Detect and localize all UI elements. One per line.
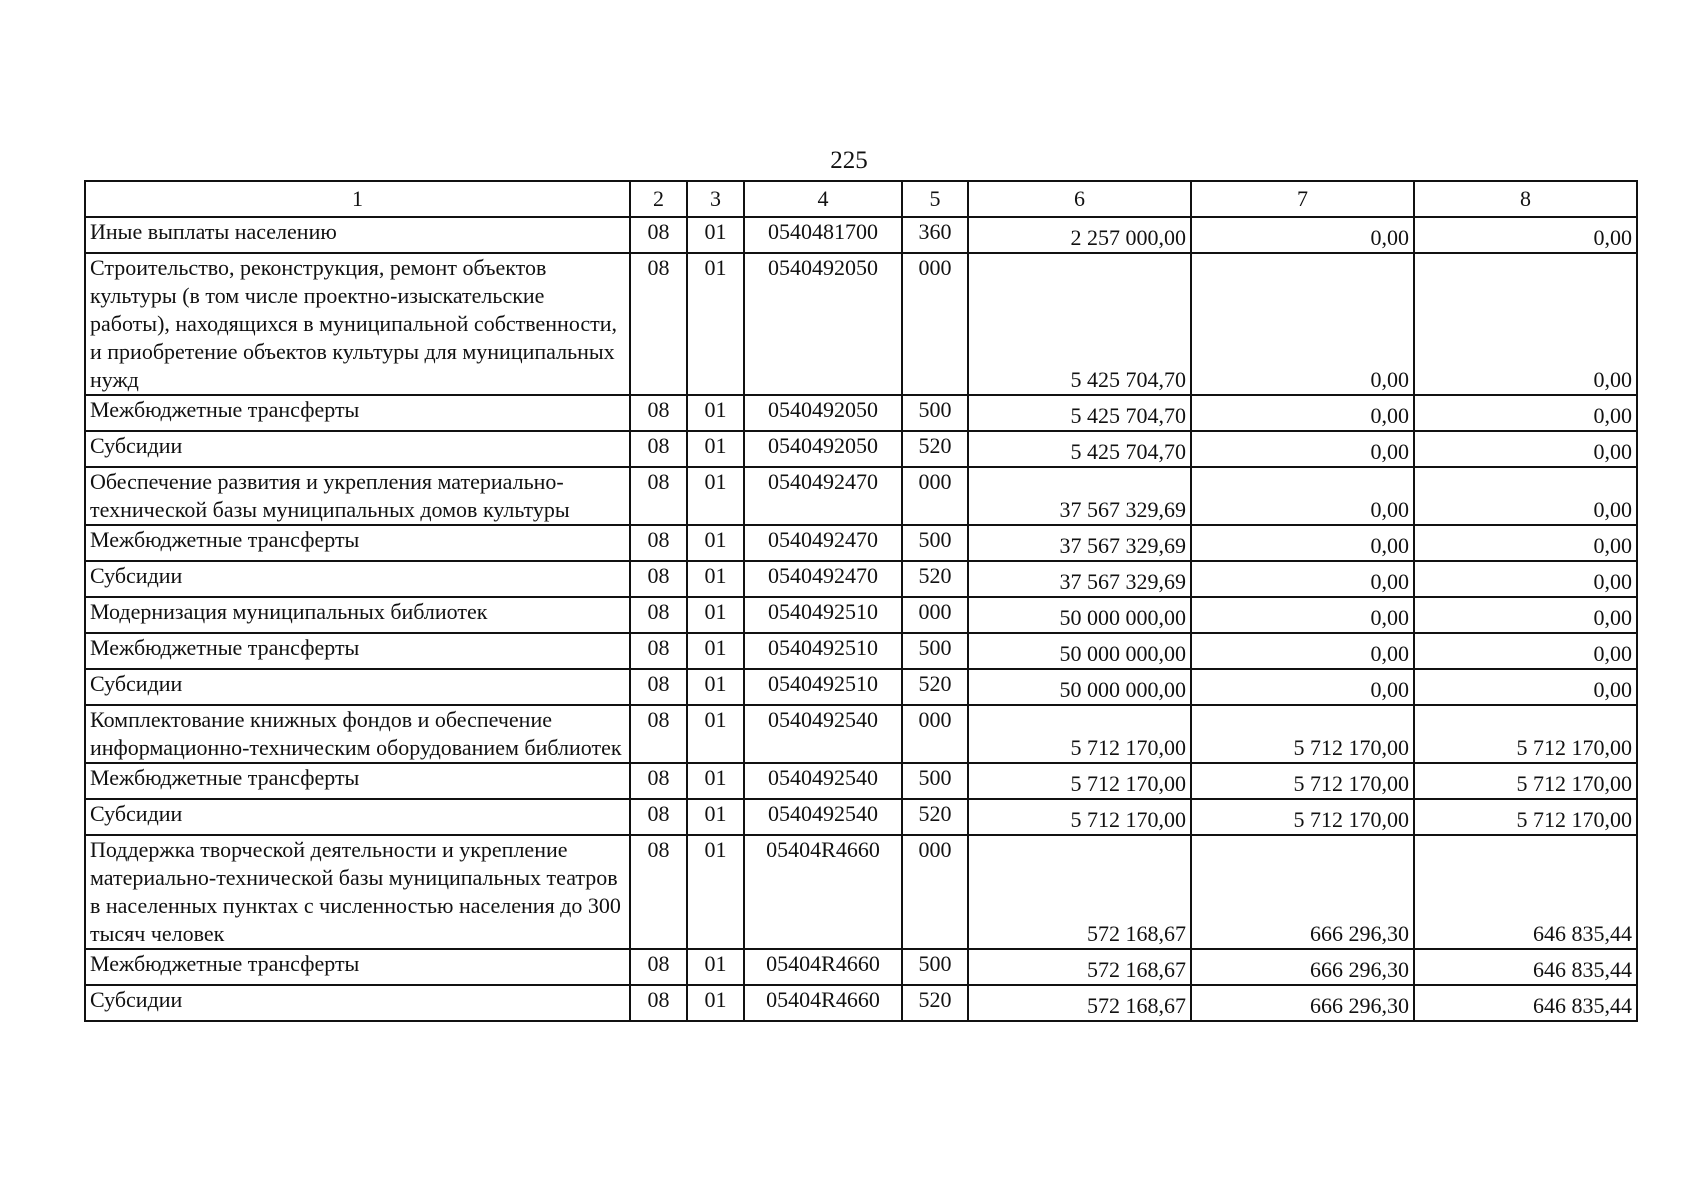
cell-subsection: 01 bbox=[687, 217, 744, 253]
cell-name: Межбюджетные трансферты bbox=[85, 633, 630, 669]
cell-subsection: 01 bbox=[687, 985, 744, 1021]
cell-expense-type: 500 bbox=[902, 525, 968, 561]
cell-expense-type: 520 bbox=[902, 669, 968, 705]
table-row bbox=[85, 985, 1637, 1021]
cell-subsection: 01 bbox=[687, 949, 744, 985]
cell-amount-7: 0,00 bbox=[1191, 467, 1414, 525]
table-row bbox=[85, 217, 1637, 253]
table-row bbox=[85, 431, 1637, 467]
table-row bbox=[85, 395, 1637, 431]
cell-amount-6: 5 425 704,70 bbox=[968, 395, 1191, 431]
cell-amount-6: 50 000 000,00 bbox=[968, 597, 1191, 633]
cell-expense-type: 520 bbox=[902, 799, 968, 835]
cell-subsection: 01 bbox=[687, 763, 744, 799]
cell-amount-7: 0,00 bbox=[1191, 431, 1414, 467]
cell-amount-8: 646 835,44 bbox=[1414, 985, 1637, 1021]
table-row bbox=[85, 705, 1637, 763]
cell-amount-6: 50 000 000,00 bbox=[968, 669, 1191, 705]
cell-name: Субсидии bbox=[85, 561, 630, 597]
cell-section: 08 bbox=[630, 633, 687, 669]
cell-expense-type: 000 bbox=[902, 597, 968, 633]
cell-section: 08 bbox=[630, 561, 687, 597]
cell-subsection: 01 bbox=[687, 597, 744, 633]
table-row bbox=[85, 597, 1637, 633]
cell-section: 08 bbox=[630, 217, 687, 253]
cell-name: Межбюджетные трансферты bbox=[85, 395, 630, 431]
cell-amount-7: 0,00 bbox=[1191, 253, 1414, 395]
table-row bbox=[85, 949, 1637, 985]
cell-amount-6: 572 168,67 bbox=[968, 949, 1191, 985]
cell-subsection: 01 bbox=[687, 561, 744, 597]
cell-subsection: 01 bbox=[687, 705, 744, 763]
cell-name: Строительство, реконструкция, ремонт объектов культуры (в том числе проектно-изыскательские работы), находящихся в муниципальной собственности, и приобретение объектов культуры для муниципальных нужд bbox=[85, 253, 630, 395]
budget-table bbox=[84, 180, 1638, 1022]
cell-name: Субсидии bbox=[85, 799, 630, 835]
cell-name: Субсидии bbox=[85, 431, 630, 467]
cell-target-code: 0540492510 bbox=[744, 597, 902, 633]
cell-name: Межбюджетные трансферты bbox=[85, 525, 630, 561]
cell-amount-8: 0,00 bbox=[1414, 633, 1637, 669]
cell-target-code: 0540492540 bbox=[744, 705, 902, 763]
cell-subsection: 01 bbox=[687, 467, 744, 525]
cell-expense-type: 000 bbox=[902, 835, 968, 949]
cell-amount-6: 37 567 329,69 bbox=[968, 525, 1191, 561]
cell-target-code: 0540492540 bbox=[744, 799, 902, 835]
table-row bbox=[85, 799, 1637, 835]
cell-amount-8: 5 712 170,00 bbox=[1414, 799, 1637, 835]
column-header-1: 1 bbox=[85, 181, 630, 217]
cell-section: 08 bbox=[630, 467, 687, 525]
cell-expense-type: 360 bbox=[902, 217, 968, 253]
cell-amount-6: 2 257 000,00 bbox=[968, 217, 1191, 253]
column-header-5: 5 bbox=[902, 181, 968, 217]
cell-amount-8: 646 835,44 bbox=[1414, 949, 1637, 985]
cell-target-code: 0540492510 bbox=[744, 669, 902, 705]
cell-expense-type: 520 bbox=[902, 985, 968, 1021]
cell-expense-type: 520 bbox=[902, 431, 968, 467]
table-row bbox=[85, 467, 1637, 525]
cell-subsection: 01 bbox=[687, 669, 744, 705]
cell-amount-7: 0,00 bbox=[1191, 561, 1414, 597]
cell-name: Модернизация муниципальных библиотек bbox=[85, 597, 630, 633]
cell-target-code: 05404R4660 bbox=[744, 985, 902, 1021]
cell-amount-7: 5 712 170,00 bbox=[1191, 799, 1414, 835]
cell-section: 08 bbox=[630, 985, 687, 1021]
cell-target-code: 0540492470 bbox=[744, 467, 902, 525]
column-header-3: 3 bbox=[687, 181, 744, 217]
cell-expense-type: 000 bbox=[902, 253, 968, 395]
column-header-4: 4 bbox=[744, 181, 902, 217]
cell-amount-7: 0,00 bbox=[1191, 669, 1414, 705]
cell-expense-type: 500 bbox=[902, 395, 968, 431]
cell-name: Обеспечение развития и укрепления материально-технической базы муниципальных домов культуры bbox=[85, 467, 630, 525]
table-row bbox=[85, 525, 1637, 561]
cell-amount-6: 5 425 704,70 bbox=[968, 253, 1191, 395]
column-header-2: 2 bbox=[630, 181, 687, 217]
cell-target-code: 05404R4660 bbox=[744, 835, 902, 949]
cell-section: 08 bbox=[630, 253, 687, 395]
column-header-6: 6 bbox=[968, 181, 1191, 217]
cell-expense-type: 500 bbox=[902, 633, 968, 669]
cell-expense-type: 000 bbox=[902, 467, 968, 525]
cell-amount-7: 666 296,30 bbox=[1191, 835, 1414, 949]
cell-subsection: 01 bbox=[687, 395, 744, 431]
cell-amount-6: 5 712 170,00 bbox=[968, 705, 1191, 763]
cell-amount-6: 5 712 170,00 bbox=[968, 799, 1191, 835]
table-row bbox=[85, 253, 1637, 395]
cell-amount-6: 5 712 170,00 bbox=[968, 763, 1191, 799]
cell-amount-6: 572 168,67 bbox=[968, 985, 1191, 1021]
cell-amount-6: 37 567 329,69 bbox=[968, 467, 1191, 525]
cell-subsection: 01 bbox=[687, 431, 744, 467]
cell-expense-type: 500 bbox=[902, 763, 968, 799]
cell-section: 08 bbox=[630, 431, 687, 467]
cell-section: 08 bbox=[630, 835, 687, 949]
cell-target-code: 0540492470 bbox=[744, 561, 902, 597]
table-row bbox=[85, 763, 1637, 799]
cell-section: 08 bbox=[630, 949, 687, 985]
table-row bbox=[85, 669, 1637, 705]
cell-amount-6: 50 000 000,00 bbox=[968, 633, 1191, 669]
cell-target-code: 0540492470 bbox=[744, 525, 902, 561]
cell-target-code: 0540492540 bbox=[744, 763, 902, 799]
cell-expense-type: 000 bbox=[902, 705, 968, 763]
cell-amount-6: 5 425 704,70 bbox=[968, 431, 1191, 467]
cell-amount-8: 0,00 bbox=[1414, 467, 1637, 525]
cell-name: Межбюджетные трансферты bbox=[85, 763, 630, 799]
cell-amount-7: 0,00 bbox=[1191, 633, 1414, 669]
cell-amount-7: 0,00 bbox=[1191, 597, 1414, 633]
cell-amount-8: 0,00 bbox=[1414, 561, 1637, 597]
cell-amount-8: 0,00 bbox=[1414, 669, 1637, 705]
cell-subsection: 01 bbox=[687, 799, 744, 835]
cell-amount-7: 666 296,30 bbox=[1191, 985, 1414, 1021]
cell-name: Субсидии bbox=[85, 985, 630, 1021]
cell-target-code: 0540492510 bbox=[744, 633, 902, 669]
cell-amount-8: 0,00 bbox=[1414, 597, 1637, 633]
cell-section: 08 bbox=[630, 799, 687, 835]
cell-section: 08 bbox=[630, 763, 687, 799]
cell-amount-6: 37 567 329,69 bbox=[968, 561, 1191, 597]
table-body bbox=[85, 217, 1637, 1021]
cell-amount-8: 646 835,44 bbox=[1414, 835, 1637, 949]
cell-target-code: 0540492050 bbox=[744, 253, 902, 395]
column-header-7: 7 bbox=[1191, 181, 1414, 217]
cell-section: 08 bbox=[630, 669, 687, 705]
cell-amount-8: 5 712 170,00 bbox=[1414, 705, 1637, 763]
cell-amount-7: 0,00 bbox=[1191, 525, 1414, 561]
cell-subsection: 01 bbox=[687, 835, 744, 949]
cell-name: Межбюджетные трансферты bbox=[85, 949, 630, 985]
cell-amount-7: 666 296,30 bbox=[1191, 949, 1414, 985]
table-header bbox=[85, 181, 1637, 217]
cell-target-code: 0540492050 bbox=[744, 431, 902, 467]
cell-subsection: 01 bbox=[687, 525, 744, 561]
table-row bbox=[85, 835, 1637, 949]
cell-amount-8: 0,00 bbox=[1414, 395, 1637, 431]
cell-target-code: 0540481700 bbox=[744, 217, 902, 253]
page-number: 225 bbox=[830, 147, 868, 174]
cell-amount-8: 0,00 bbox=[1414, 431, 1637, 467]
cell-amount-8: 0,00 bbox=[1414, 525, 1637, 561]
table-row bbox=[85, 561, 1637, 597]
cell-subsection: 01 bbox=[687, 633, 744, 669]
header-row bbox=[85, 181, 1637, 217]
cell-name: Комплектование книжных фондов и обеспечение информационно-техническим оборудованием библиотек bbox=[85, 705, 630, 763]
cell-name: Субсидии bbox=[85, 669, 630, 705]
cell-section: 08 bbox=[630, 705, 687, 763]
cell-expense-type: 520 bbox=[902, 561, 968, 597]
cell-subsection: 01 bbox=[687, 253, 744, 395]
cell-target-code: 0540492050 bbox=[744, 395, 902, 431]
cell-amount-8: 5 712 170,00 bbox=[1414, 763, 1637, 799]
cell-amount-8: 0,00 bbox=[1414, 217, 1637, 253]
cell-target-code: 05404R4660 bbox=[744, 949, 902, 985]
cell-name: Поддержка творческой деятельности и укрепление материально-технической базы муниципальных театров в населенных пунктах с численностью населения до 300 тысяч человек bbox=[85, 835, 630, 949]
cell-amount-7: 0,00 bbox=[1191, 395, 1414, 431]
cell-section: 08 bbox=[630, 525, 687, 561]
cell-name: Иные выплаты населению bbox=[85, 217, 630, 253]
cell-amount-8: 0,00 bbox=[1414, 253, 1637, 395]
cell-amount-7: 5 712 170,00 bbox=[1191, 763, 1414, 799]
cell-expense-type: 500 bbox=[902, 949, 968, 985]
cell-amount-7: 0,00 bbox=[1191, 217, 1414, 253]
cell-section: 08 bbox=[630, 597, 687, 633]
cell-amount-6: 572 168,67 bbox=[968, 835, 1191, 949]
table-row bbox=[85, 633, 1637, 669]
column-header-8: 8 bbox=[1414, 181, 1637, 217]
cell-section: 08 bbox=[630, 395, 687, 431]
cell-amount-7: 5 712 170,00 bbox=[1191, 705, 1414, 763]
